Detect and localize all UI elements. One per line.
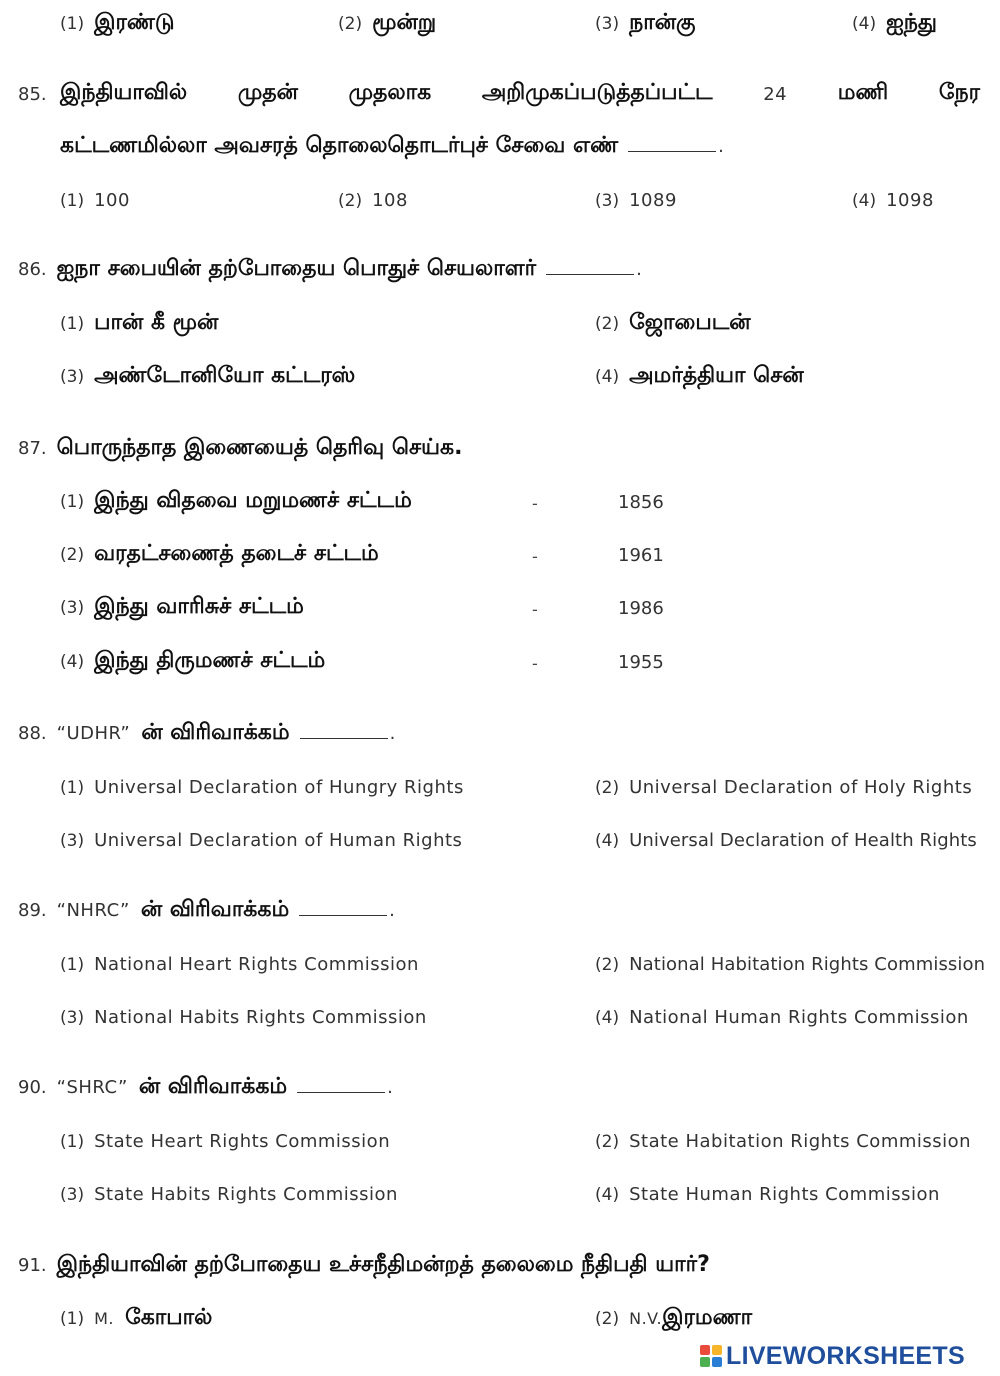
question-87-option-1-year: 1856 bbox=[618, 492, 664, 513]
question-89-option-2: (2) National Habitation Rights Commission bbox=[595, 954, 986, 975]
question-88-option-2: (2) Universal Declaration of Holy Rights bbox=[595, 777, 973, 798]
prev-option-1: (1) இரண்டு bbox=[60, 10, 175, 35]
question-88-option-4: (4) Universal Declaration of Health Rights bbox=[595, 830, 977, 851]
question-91-option-2: (2) N.V.இரமணா bbox=[595, 1305, 753, 1330]
question-85-line-2: கட்டணமில்லா அவசரத் தொலைதொடர்புச் சேவை எண் . bbox=[60, 133, 725, 158]
question-87-option-4-act: (4) இந்து திருமணச் சட்டம் bbox=[60, 648, 326, 673]
dash: - bbox=[532, 494, 538, 513]
liveworksheets-logo[interactable] bbox=[700, 1340, 995, 1372]
question-87-option-2-act: (2) வரதட்சணைத் தடைச் சட்டம் bbox=[60, 541, 379, 566]
question-87: 87. பொருந்தாத இணையைத் தெரிவு செய்க. bbox=[18, 435, 463, 460]
question-85-line-1: இந்தியாவில் முதன் முதலாக அறிமுகப்படுத்தப்பட்ட 24 மணி நேர bbox=[60, 80, 980, 105]
question-85-option-2: (2) 108 bbox=[338, 190, 408, 211]
question-87-option-1-act: (1) இந்து விதவை மறுமணச் சட்டம் bbox=[60, 488, 412, 513]
answer-blank[interactable] bbox=[546, 270, 634, 275]
question-87-option-4-year: 1955 bbox=[618, 652, 664, 673]
question-88: 88. “UDHR” ன் விரிவாக்கம் . bbox=[18, 720, 396, 745]
question-89-option-1: (1) National Heart Rights Commission bbox=[60, 954, 419, 975]
question-86-option-4: (4) அமர்த்தியா சென் bbox=[595, 363, 804, 388]
answer-blank[interactable] bbox=[297, 1088, 385, 1093]
question-90: 90. “SHRC” ன் விரிவாக்கம் . bbox=[18, 1074, 394, 1099]
prev-option-3: (3) நான்கு bbox=[595, 10, 696, 35]
question-88-option-1: (1) Universal Declaration of Hungry Rights bbox=[60, 777, 464, 798]
prev-option-4: (4) ஐந்து bbox=[852, 10, 937, 35]
logo-blocks-icon bbox=[700, 1345, 722, 1367]
question-85-option-1: (1) 100 bbox=[60, 190, 130, 211]
question-87-option-3-act: (3) இந்து வாரிசுச் சட்டம் bbox=[60, 594, 304, 619]
dash: - bbox=[532, 600, 538, 619]
question-90-option-1: (1) State Heart Rights Commission bbox=[60, 1131, 391, 1152]
answer-blank[interactable] bbox=[628, 147, 716, 152]
dash: - bbox=[532, 547, 538, 566]
question-88-option-3: (3) Universal Declaration of Human Rights bbox=[60, 830, 463, 851]
question-85-number: 85. bbox=[18, 84, 47, 105]
logo-text: LIVEWORKSHEETS bbox=[726, 1341, 965, 1370]
question-90-option-4: (4) State Human Rights Commission bbox=[595, 1184, 940, 1205]
question-87-option-3-year: 1986 bbox=[618, 598, 664, 619]
question-86-option-2: (2) ஜோபைடன் bbox=[595, 310, 751, 335]
question-91: 91. இந்தியாவின் தற்போதைய உச்சநீதிமன்றத் தலைமை நீதிபதி யார்? bbox=[18, 1252, 710, 1277]
dash: - bbox=[532, 654, 538, 673]
question-91-option-1: (1) M. கோபால் bbox=[60, 1305, 213, 1330]
question-86-option-1: (1) பான் கீ மூன் bbox=[60, 310, 219, 335]
prev-option-2: (2) மூன்று bbox=[338, 10, 437, 35]
question-86: 86. ஐநா சபையின் தற்போதைய பொதுச் செயலாளர் . bbox=[18, 256, 643, 281]
answer-blank[interactable] bbox=[300, 734, 388, 739]
question-85-option-4: (4) 1098 bbox=[852, 190, 934, 211]
question-90-option-2: (2) State Habitation Rights Commission bbox=[595, 1131, 972, 1152]
question-90-option-3: (3) State Habits Rights Commission bbox=[60, 1184, 398, 1205]
question-86-option-3: (3) அண்டோனியோ கட்டரஸ் bbox=[60, 363, 356, 388]
question-89-option-3: (3) National Habits Rights Commission bbox=[60, 1007, 427, 1028]
question-87-option-2-year: 1961 bbox=[618, 545, 664, 566]
question-89-option-4: (4) National Human Rights Commission bbox=[595, 1007, 969, 1028]
question-89: 89. “NHRC” ன் விரிவாக்கம் . bbox=[18, 897, 396, 922]
answer-blank[interactable] bbox=[299, 911, 387, 916]
question-85-option-3: (3) 1089 bbox=[595, 190, 677, 211]
